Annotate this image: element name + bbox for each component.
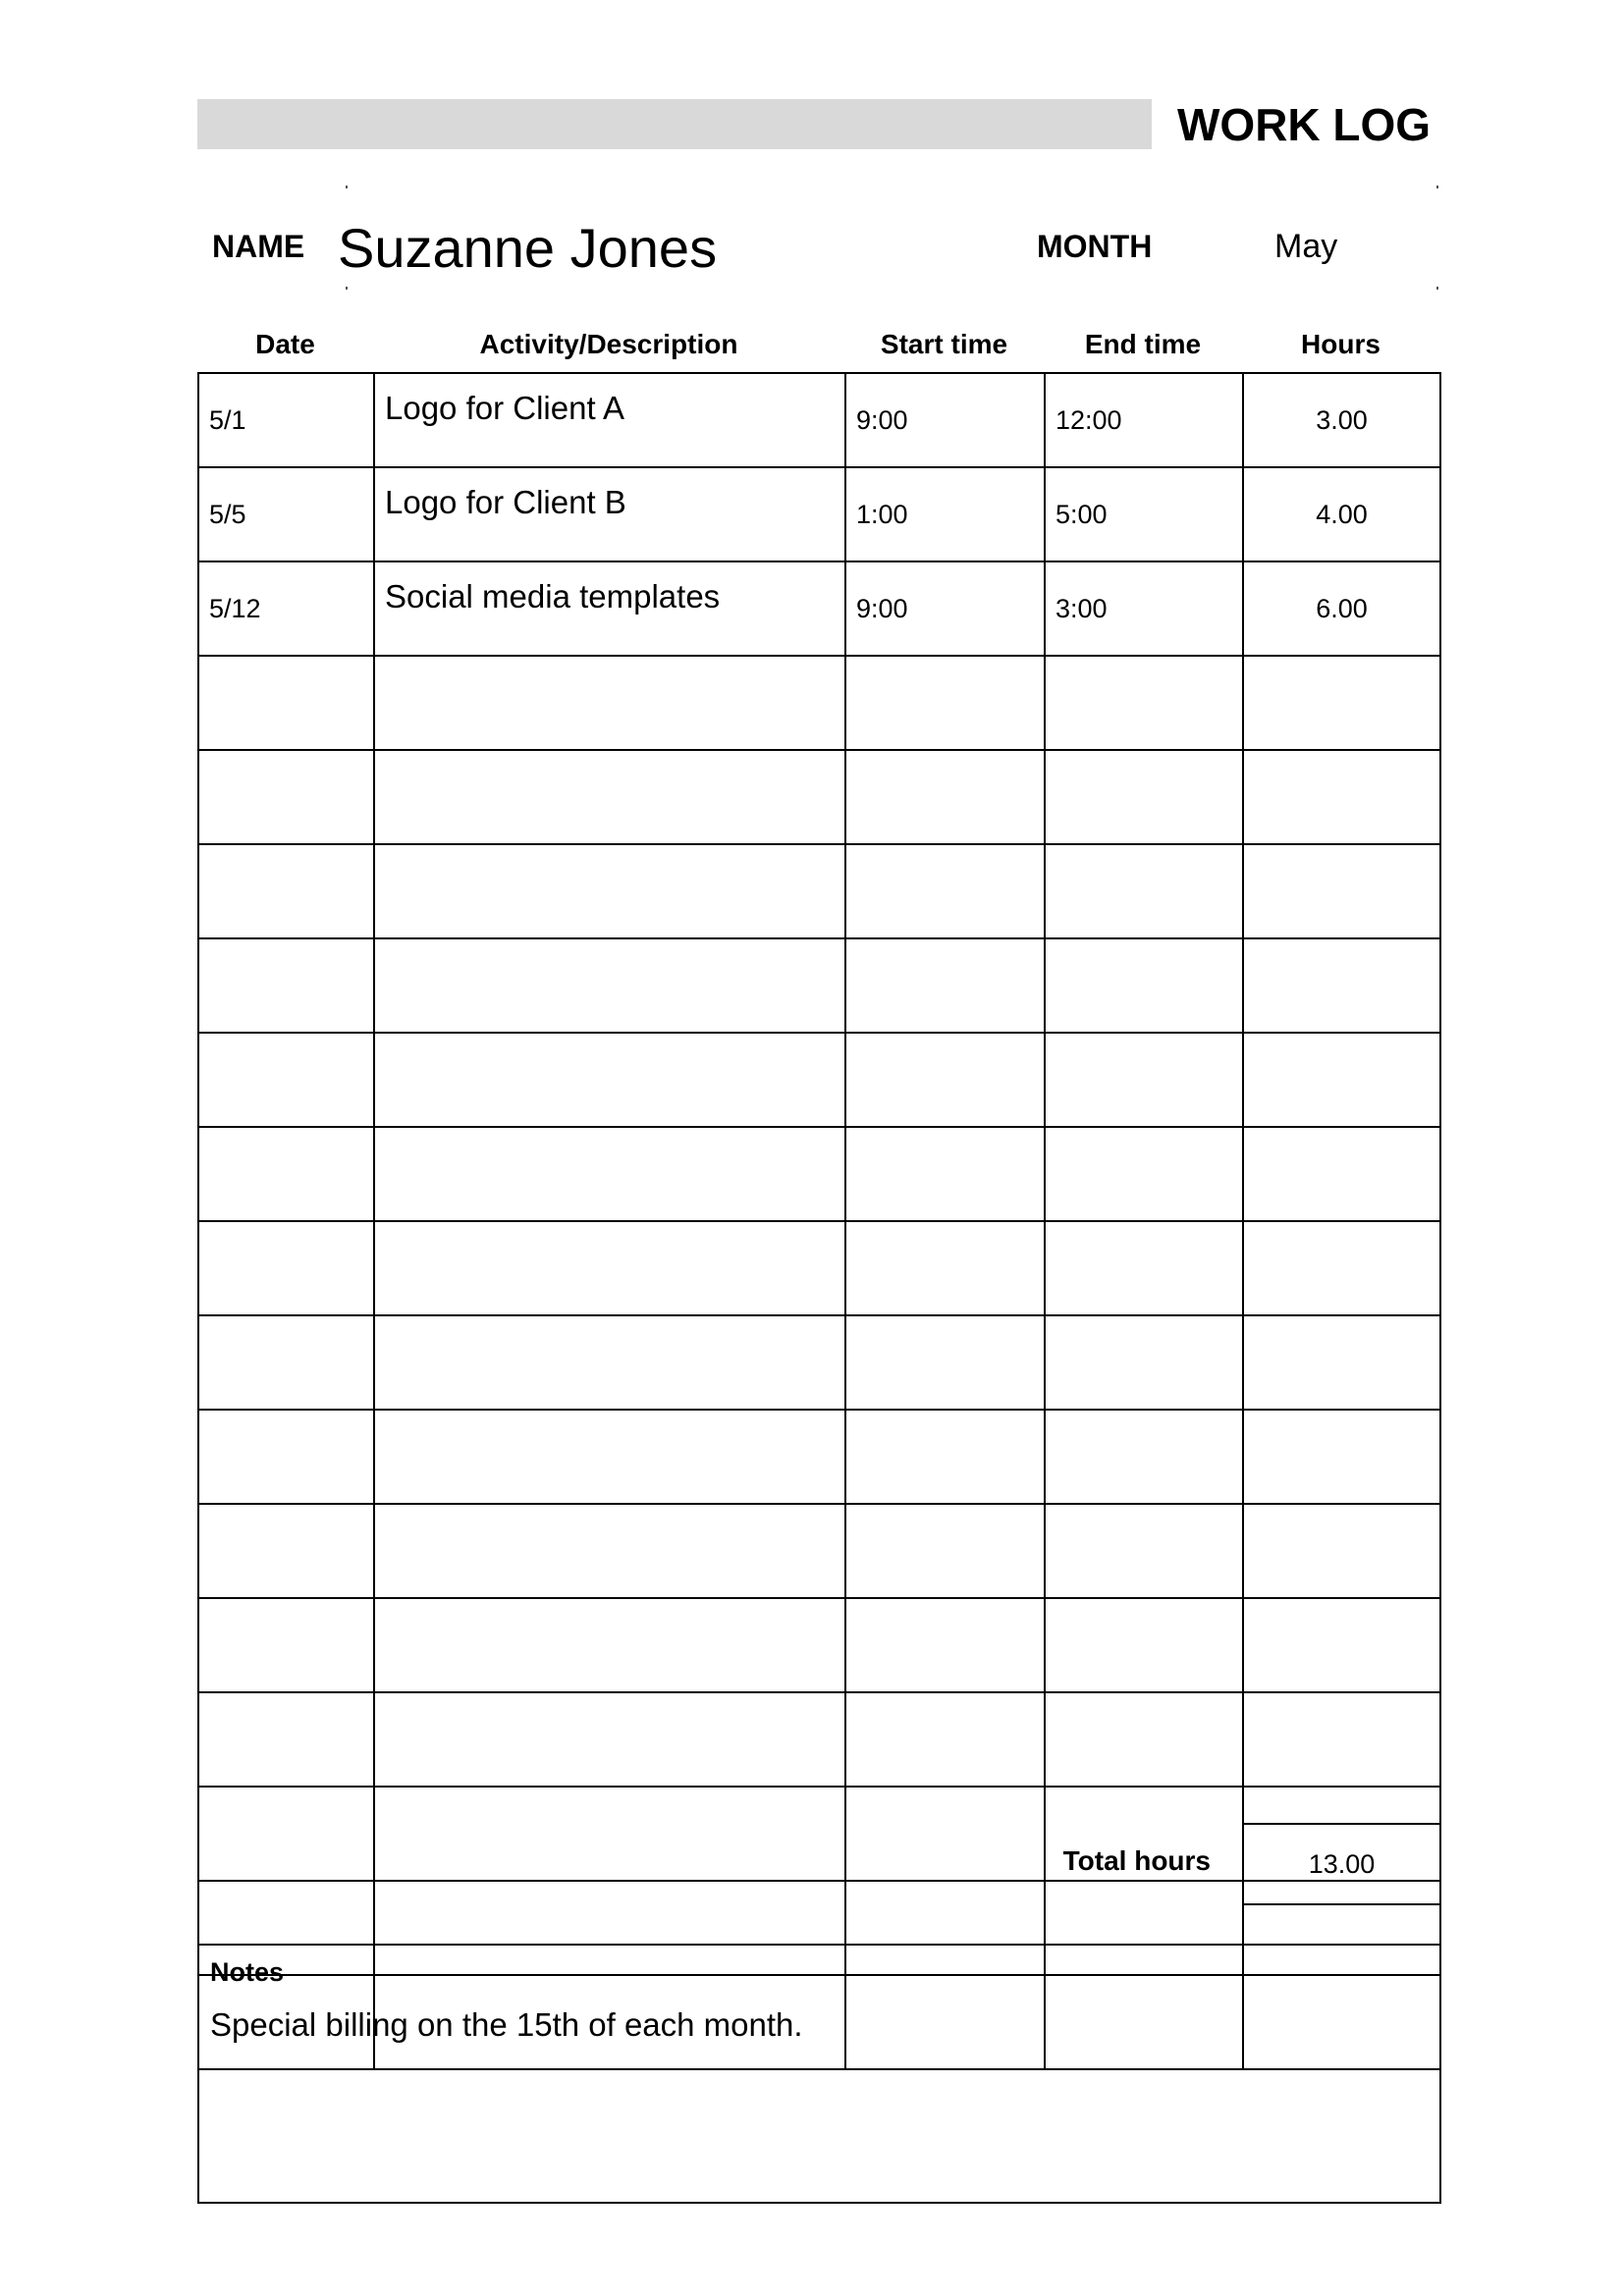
table-row bbox=[198, 1315, 1440, 1410]
table-row bbox=[198, 467, 1440, 561]
start-time-cell[interactable]: 9:00 bbox=[845, 373, 1045, 467]
start-time-cell[interactable] bbox=[845, 1410, 1045, 1504]
end-time-cell[interactable] bbox=[1045, 844, 1243, 938]
table-row bbox=[198, 1127, 1440, 1221]
hours-cell[interactable]: 6.00 bbox=[1243, 561, 1440, 656]
table-row bbox=[198, 750, 1440, 844]
hours-cell[interactable]: 4.00 bbox=[1243, 467, 1440, 561]
table-row bbox=[198, 1033, 1440, 1127]
total-hours-value: 13.00 bbox=[1242, 1823, 1441, 1905]
end-time-cell[interactable] bbox=[1045, 1221, 1243, 1315]
corner-mark bbox=[1436, 186, 1438, 188]
end-time-cell[interactable] bbox=[1045, 1127, 1243, 1221]
end-time-cell[interactable] bbox=[1045, 656, 1243, 750]
notes-text[interactable]: Special billing on the 15th of each month. bbox=[210, 2006, 803, 2043]
activity-cell[interactable] bbox=[374, 1692, 845, 1787]
work-log-table bbox=[197, 372, 1441, 2070]
hours-cell[interactable] bbox=[1243, 938, 1440, 1033]
column-header-end: End time bbox=[1084, 329, 1202, 359]
table-row bbox=[198, 1410, 1440, 1504]
activity-cell[interactable] bbox=[374, 1221, 845, 1315]
column-header-start: Start time bbox=[880, 329, 1008, 359]
start-time-cell[interactable] bbox=[845, 1315, 1045, 1410]
date-cell[interactable] bbox=[198, 1598, 374, 1692]
notes-label: Notes bbox=[210, 1957, 285, 1987]
date-cell[interactable] bbox=[198, 1221, 374, 1315]
name-field[interactable]: Suzanne Jones bbox=[338, 217, 718, 279]
column-header-hours: Hours bbox=[1301, 329, 1380, 359]
month-field[interactable]: May bbox=[1274, 228, 1338, 265]
total-hours-label: Total hours bbox=[1062, 1845, 1211, 1876]
date-cell[interactable]: 5/5 bbox=[198, 467, 374, 561]
end-time-cell[interactable]: 3:00 bbox=[1045, 561, 1243, 656]
activity-cell[interactable] bbox=[374, 938, 845, 1033]
table-row bbox=[198, 1692, 1440, 1787]
hours-cell[interactable] bbox=[1243, 1127, 1440, 1221]
start-time-cell[interactable]: 1:00 bbox=[845, 467, 1045, 561]
start-time-cell[interactable] bbox=[845, 1127, 1045, 1221]
hours-cell[interactable] bbox=[1243, 1410, 1440, 1504]
hours-cell[interactable] bbox=[1243, 1692, 1440, 1787]
activity-cell[interactable]: Logo for Client A bbox=[374, 373, 845, 467]
table-row bbox=[198, 373, 1440, 467]
end-time-cell[interactable] bbox=[1045, 1410, 1243, 1504]
start-time-cell[interactable] bbox=[845, 844, 1045, 938]
activity-cell[interactable] bbox=[374, 844, 845, 938]
date-cell[interactable] bbox=[198, 1033, 374, 1127]
end-time-cell[interactable]: 5:00 bbox=[1045, 467, 1243, 561]
start-time-cell[interactable] bbox=[845, 750, 1045, 844]
date-cell[interactable] bbox=[198, 1504, 374, 1598]
column-header-activity: Activity/Description bbox=[479, 329, 738, 359]
activity-cell[interactable] bbox=[374, 750, 845, 844]
end-time-cell[interactable] bbox=[1045, 1315, 1243, 1410]
date-cell[interactable] bbox=[198, 1127, 374, 1221]
month-label: MONTH bbox=[1037, 229, 1153, 264]
activity-cell[interactable]: Logo for Client B bbox=[374, 467, 845, 561]
activity-cell[interactable] bbox=[374, 1410, 845, 1504]
end-time-cell[interactable] bbox=[1045, 938, 1243, 1033]
table-row bbox=[198, 1598, 1440, 1692]
corner-mark bbox=[1436, 287, 1438, 290]
start-time-cell[interactable] bbox=[845, 1692, 1045, 1787]
start-time-cell[interactable] bbox=[845, 656, 1045, 750]
page-title: WORK LOG bbox=[1177, 99, 1432, 150]
start-time-cell[interactable] bbox=[845, 1598, 1045, 1692]
end-time-cell[interactable] bbox=[1045, 750, 1243, 844]
activity-cell[interactable] bbox=[374, 656, 845, 750]
hours-cell[interactable] bbox=[1243, 844, 1440, 938]
hours-cell[interactable] bbox=[1243, 1598, 1440, 1692]
date-cell[interactable] bbox=[198, 1692, 374, 1787]
table-row bbox=[198, 844, 1440, 938]
activity-cell[interactable] bbox=[374, 1033, 845, 1127]
end-time-cell[interactable] bbox=[1045, 1692, 1243, 1787]
header-bar bbox=[197, 99, 1152, 149]
hours-cell[interactable]: 3.00 bbox=[1243, 373, 1440, 467]
hours-cell[interactable] bbox=[1243, 1315, 1440, 1410]
corner-mark bbox=[346, 186, 348, 188]
name-label: NAME bbox=[212, 229, 305, 264]
date-cell[interactable]: 5/12 bbox=[198, 561, 374, 656]
table-row bbox=[198, 1221, 1440, 1315]
start-time-cell[interactable] bbox=[845, 1504, 1045, 1598]
date-cell[interactable] bbox=[198, 1315, 374, 1410]
activity-cell[interactable] bbox=[374, 1315, 845, 1410]
activity-cell[interactable] bbox=[374, 1127, 845, 1221]
start-time-cell[interactable] bbox=[845, 1221, 1045, 1315]
column-header-date: Date bbox=[255, 329, 315, 359]
date-cell[interactable] bbox=[198, 1410, 374, 1504]
activity-cell[interactable] bbox=[374, 1504, 845, 1598]
table-row bbox=[198, 1504, 1440, 1598]
start-time-cell[interactable] bbox=[845, 1033, 1045, 1127]
end-time-cell[interactable]: 12:00 bbox=[1045, 373, 1243, 467]
date-cell[interactable] bbox=[198, 938, 374, 1033]
table-row bbox=[198, 561, 1440, 656]
table-row bbox=[198, 656, 1440, 750]
date-cell[interactable] bbox=[198, 1787, 374, 1881]
date-cell[interactable]: 5/1 bbox=[198, 373, 374, 467]
table-row bbox=[198, 938, 1440, 1033]
hours-cell[interactable] bbox=[1243, 1504, 1440, 1598]
date-cell[interactable] bbox=[198, 844, 374, 938]
end-time-cell[interactable] bbox=[1045, 1504, 1243, 1598]
date-cell[interactable] bbox=[198, 750, 374, 844]
hours-cell[interactable] bbox=[1243, 1033, 1440, 1127]
start-time-cell[interactable] bbox=[845, 938, 1045, 1033]
end-time-cell[interactable] bbox=[1045, 1033, 1243, 1127]
activity-cell[interactable]: Social media templates bbox=[374, 561, 845, 656]
corner-mark bbox=[346, 287, 348, 290]
activity-cell[interactable] bbox=[374, 1598, 845, 1692]
notes-box[interactable] bbox=[197, 1944, 1441, 2204]
hours-cell[interactable] bbox=[1243, 1221, 1440, 1315]
date-cell[interactable] bbox=[198, 656, 374, 750]
end-time-cell[interactable] bbox=[1045, 1598, 1243, 1692]
hours-cell[interactable] bbox=[1243, 656, 1440, 750]
start-time-cell[interactable]: 9:00 bbox=[845, 561, 1045, 656]
activity-cell[interactable] bbox=[374, 1787, 845, 1881]
hours-cell[interactable] bbox=[1243, 750, 1440, 844]
table-header bbox=[197, 329, 1439, 360]
